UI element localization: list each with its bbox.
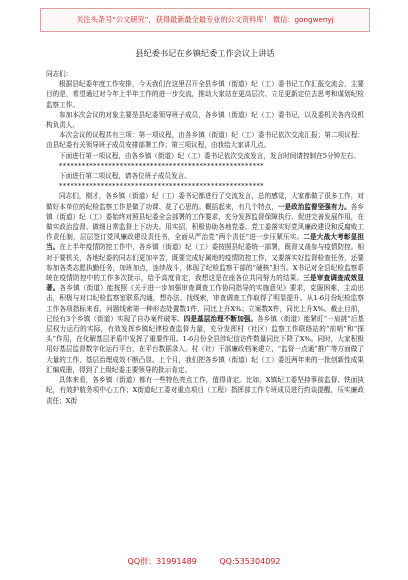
- speech-paragraph: [46, 191, 364, 375]
- speech-text: 同志们，刚才，各乡镇（街道）纪（工）委书记都进行了交流发言，总的感觉，大家都做了很多工作，对做好本单位的纪检监察工作是做了功课、花了心思的。概括起来，有几个特点，: [46, 192, 364, 211]
- separator-stars: ******************************************************: [59, 161, 265, 170]
- paragraph: 本次会议的议程共有三项：第一项议程，由各乡镇（街道）纪（工）委书记依次交流汇报；第二项议程：由县纪委有关领导班子成员安排部署工作；第三项议程，由我给大家讲几点。: [46, 131, 364, 150]
- speech-text: 在上半年疫情防控工作中，各乡镇（街道）纪（工）委按照县纪委统一部署，既督又战参与疫情防控。相对于要机关，各地纪委的同志们更加辛苦，既要完成好属地的疫情防控工作，又要落实好监督检查任务，还要参加各类志愿执勤任务，加班加点，连续战斗，体现了纪检监察干部的“硬核”担当。X书记对全县纪检监察系统在疫情防控中的工作多次批示，给予高度肯定，我想这是在座各位共同努力的结果。: [46, 243, 365, 283]
- paragraph: 下面进行第一项议程，由各乡镇（街道）纪（工）委书记依次交流发言，发言时间请控制在5分钟左右。: [59, 151, 360, 160]
- speech-highlight: 二是大战大考彰显担当。: [46, 233, 364, 252]
- paragraph: 参加本次会议的对象主要是县纪委领导班子成员，各乡镇（街道）纪（工）委书记，以及委机关各内设机构负责人。: [46, 110, 364, 130]
- greeting: 同志们：: [46, 70, 73, 78]
- header-banner: [40, 8, 370, 32]
- separator-stars: ******************************************************: [59, 182, 265, 191]
- speech-text: 各乡镇（街道）能按照《关于进一步加强审查调查工作协同指导的实施意见》要求，克服困难，主动出击，积极与对口纪检监察室联系沟通，想办法、找线索，审查调查工作取得了明显提升。从1-6月份纪检监察工作各项指标来看，问题线索第一种形态处置数1件，同比上升X%；立案数X件，同比上升X%。截止目前，已经有3个乡镇（街道）实现了自办案件破零。: [46, 284, 365, 323]
- paragraph: 下面进行第二项议程，请各位班子成员发言。: [59, 172, 191, 181]
- document-body: [46, 48, 364, 406]
- speech-highlight: 三是审查调查成效显著。: [46, 274, 365, 293]
- speech-highlight: 四是基层治理不断加强。: [183, 314, 258, 323]
- speech-paragraph: 具体来看，各乡镇（街道）都有一些特色亮点工作，值得肯定。比如，X镇纪工委坚持事前监督、铁面执纪，有效护航务项中心工作；X街道纪工委对重点项目（工程）指挥部工作专班成员进行约谈提醒，压实廉政责任；X街: [46, 376, 364, 405]
- footer: [0, 556, 408, 567]
- footer-qq: QQ:535304092: [219, 557, 281, 566]
- header-banner-text: 关注头条号“公文研究”，获得最新最全最专业的公文资料库！ 微信：gongwenyj: [76, 15, 334, 24]
- speech-text: 各乡镇（街道）纪（工）委始终对照县纪委全会部署的工作要求，充分发挥监督保障执行、促进完善发展作用，在做实政治监督、做细日常监督上下功夫。用实招，积极协助各地党委、党工委落实好党风廉政建设和反腐败工作责任制，层层签订党风廉政建设责任书，全面从严治党“两个责任”进一步压紧压实。: [46, 202, 365, 242]
- paragraph: 根据县纪委年度工作安排，今天我们在这里召开全县乡镇（街道）纪（工）委书记工作汇报交流会，主要目的是，希望通过对今年上半年工作的进一步交流，推动大家站在更高层次、立足更新定位去思考和谋划纪检监察工作。: [46, 80, 364, 109]
- speech-highlight: 一是政治监督坚强有力。: [277, 202, 351, 211]
- document-title: 县纪委书记在乡镇纪委工作会议上讲话: [135, 48, 275, 58]
- footer-qq-group: QQ群：31991489: [127, 557, 197, 566]
- speech-text: 各乡镇（街道）能紧盯“一肩挑”后基层权力运行的实际，有效发挥乡镇纪律检查监督力量，充分发挥村（社区）监察工作联络站的“前哨”和“探头”作用，在化解基层矛盾中发挥了重要作用。1-6月份全县涉纪信访件数量同比下降了X%。同时，大家积极用好基层监督数字化运行平台，在平台数据录入、村（社）干部廉政档案建立、“监督一点通”推广等方面做了大量的工作，基层治理成效不断凸显。上个月，我们把各乡镇（街道）纪（工）委近两年来的一批创新性成果汇编成册，得到了上级纪委主要领导的批示肯定。: [46, 314, 364, 374]
